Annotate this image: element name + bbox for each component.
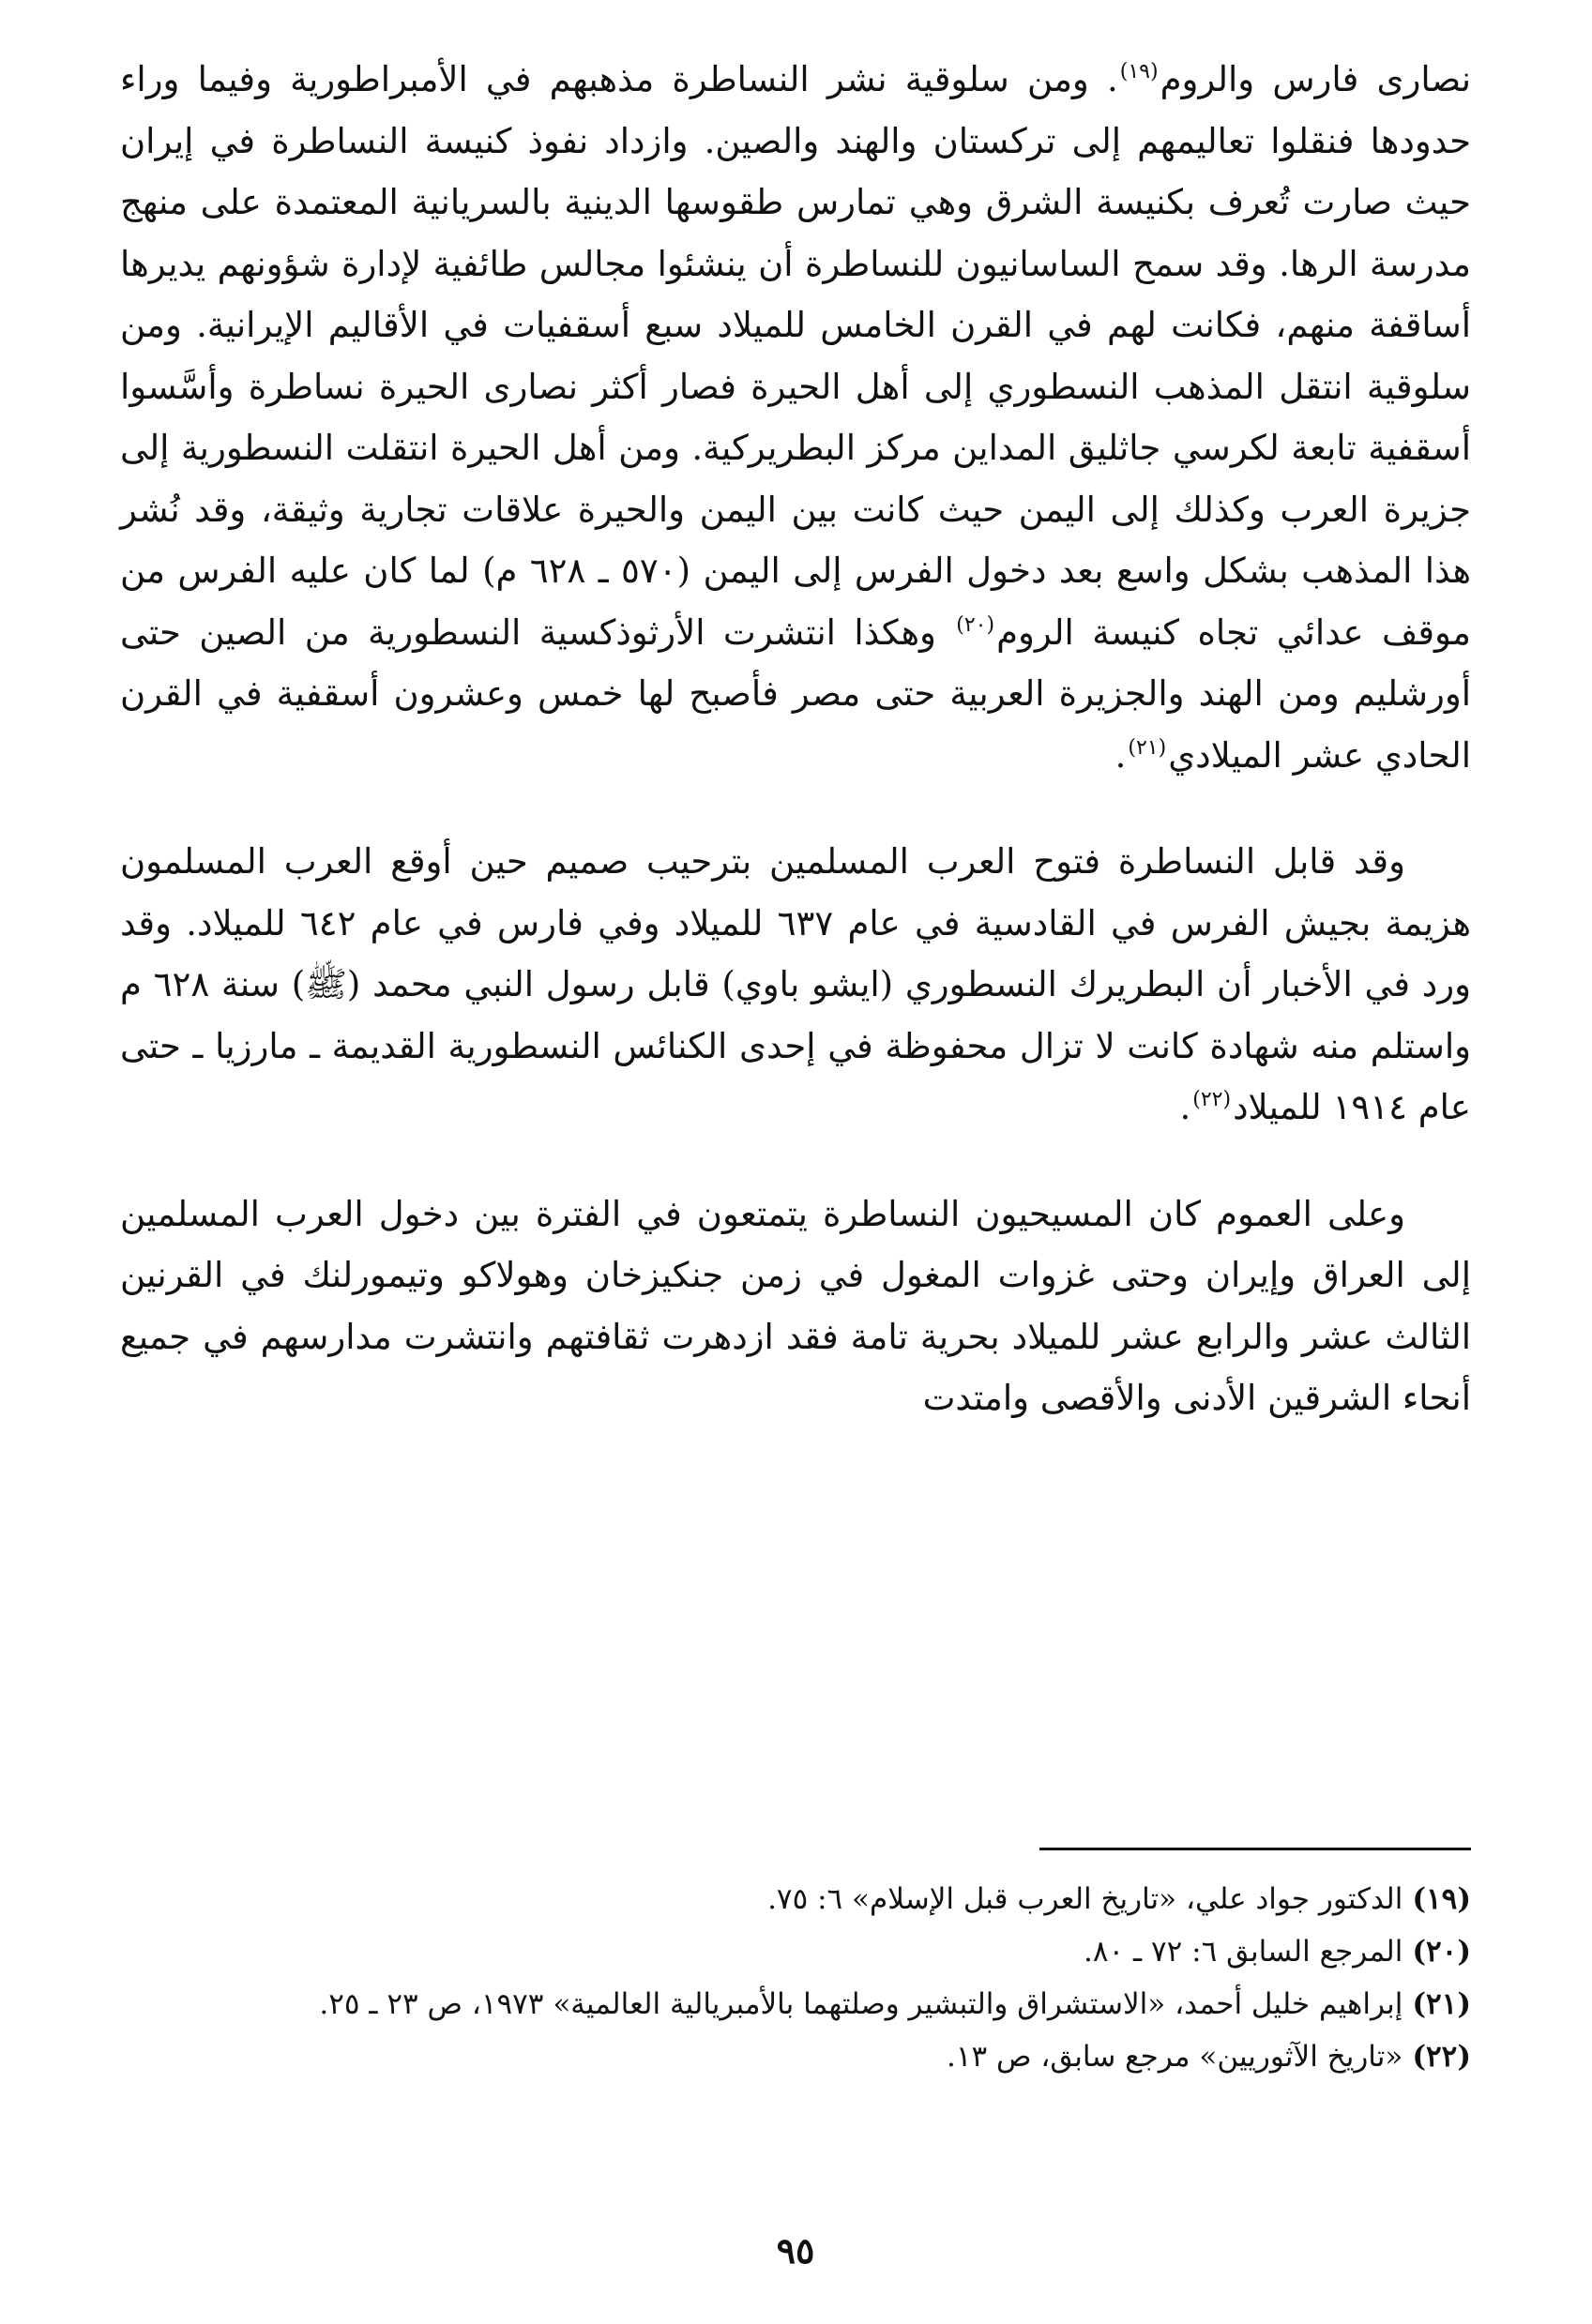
footnote-number: (٢١) bbox=[1412, 1987, 1471, 2021]
paragraph-3-text-1: وعلى العموم كان المسيحيون النساطرة يتمتعون في الفترة بين دخول العرب المسلمين إلى العراق وإيران وحتى غزوات المغول في زمن جنكيزخان وهولاكو وتيمورلنك في القرنين الثالث عشر والرابع عشر للميلاد بحرية تامة فقد ازدهرت ثقافتهم وانتشرت مدارسهم في جميع أنحاء الشرقين الأدنى والأقصى وامتدت bbox=[120, 1193, 1471, 1418]
paragraph-1-text-2: . ومن سلوقية نشر النساطرة مذهبهم في الأمبراطورية وفيما وراء حدودها فنقلوا تعاليمهم إلى تركستان والهند والصين. وازداد نفوذ كنيسة النساطرة في إيران حيث صارت تُعرف بكنيسة الشرق وهي تمارس طقوسها الدينية بالسريانية المعتمدة على منهج مدرسة الرها. وقد سمح الساسانيون للنساطرة أن ينشئوا مجالس طائفية لإدارة شؤونهم يديرها أساقفة منهم، فكانت لهم في القرن الخامس للميلاد سبع أسقفيات في الأقاليم الإيرانية. ومن سلوقية انتقل المذهب النسطوري إلى أهل الحيرة فصار أكثر نصارى الحيرة نساطرة وأسَّسوا أسقفية تابعة لكرسي جاثليق المداين مركز البطريركية. ومن أهل الحيرة انتقلت النسطورية إلى جزيرة العرب وكذلك إلى اليمن حيث كانت بين اليمن والحيرة علاقات تجارية وثيقة، وقد نُشر هذا المذهب بشكل واسع بعد دخول الفرس إلى اليمن (٥٧٠ ـ ٦٢٨ م) لما كان عليه الفرس من موقف عدائي تجاه كنيسة الروم bbox=[120, 59, 1471, 653]
footnote-text: الدكتور جواد علي، «تاريخ العرب قبل الإسلام» ٦: ٧٥. bbox=[767, 1882, 1403, 1916]
footnote-text: المرجع السابق ٦: ٧٢ ـ ٨٠. bbox=[1083, 1935, 1403, 1969]
footnote-ref-20[interactable]: (٢٠) bbox=[956, 612, 995, 637]
footnote-separator bbox=[1039, 1848, 1471, 1850]
footnote-19 bbox=[120, 1873, 1471, 1925]
paragraph-2-text-2: . bbox=[1179, 1087, 1191, 1127]
paragraph-1-text-3: وهكذا انتشرت الأرثوذكسية النسطورية من الصين حتى أورشليم ومن الهند والجزيرة العربية حتى مصر فأصبح لها خمس وعشرون أسقفية في القرن الحادي عشر الميلادي bbox=[120, 611, 1471, 776]
footnote-21 bbox=[120, 1978, 1471, 2030]
footnote-text: إبراهيم خليل أحمد، «الاستشراق والتبشير وصلتهما بالأمبريالية العالمية» ١٩٧٣، ص ٢٣ ـ ٢٥. bbox=[319, 1987, 1403, 2021]
body-paragraph-1 bbox=[120, 49, 1471, 786]
footnote-20 bbox=[120, 1925, 1471, 1978]
book-page bbox=[120, 49, 1471, 2281]
footnote-ref-19[interactable]: (١٩) bbox=[1119, 60, 1159, 83]
paragraph-1-text-4: . bbox=[1114, 734, 1127, 776]
footnote-number: (٢٢) bbox=[1412, 2040, 1471, 2074]
body-paragraph-3 bbox=[120, 1184, 1471, 1429]
footnote-ref-22[interactable]: (٢٢) bbox=[1192, 1088, 1232, 1111]
paragraph-2-text-1: وقد قابل النساطرة فتوح العرب المسلمين بترحيب صميم حين أوقع العرب المسلمون هزيمة بجيش الفرس في القادسية في عام ٦٣٧ للميلاد وفي فارس في عام ٦٤٢ للميلاد. وقد ورد في الأخبار أن البطريرك النسطوري (ايشو باوي) قابل رسول النبي محمد (ﷺ) سنة ٦٢٨ م واستلم منه شهادة كانت لا تزال محفوظة في إحدى الكنائس النسطورية القديمة ـ مارزيا ـ حتى عام ١٩١٤ للميلاد bbox=[120, 841, 1472, 1127]
footnotes-section bbox=[120, 1873, 1471, 2083]
footnote-number: (٢٠) bbox=[1412, 1935, 1471, 1969]
paragraph-1-text-1: نصارى فارس والروم bbox=[1160, 59, 1471, 99]
footnote-text: «تاريخ الآثوريين» مرجع سابق، ص ١٣. bbox=[947, 2040, 1403, 2074]
page-number: ٩٥ bbox=[776, 2229, 815, 2271]
footnote-22 bbox=[120, 2030, 1471, 2083]
footnote-number: (١٩) bbox=[1412, 1882, 1471, 1916]
body-paragraph-2 bbox=[120, 831, 1471, 1139]
footnote-ref-21[interactable]: (٢١) bbox=[1128, 735, 1167, 760]
